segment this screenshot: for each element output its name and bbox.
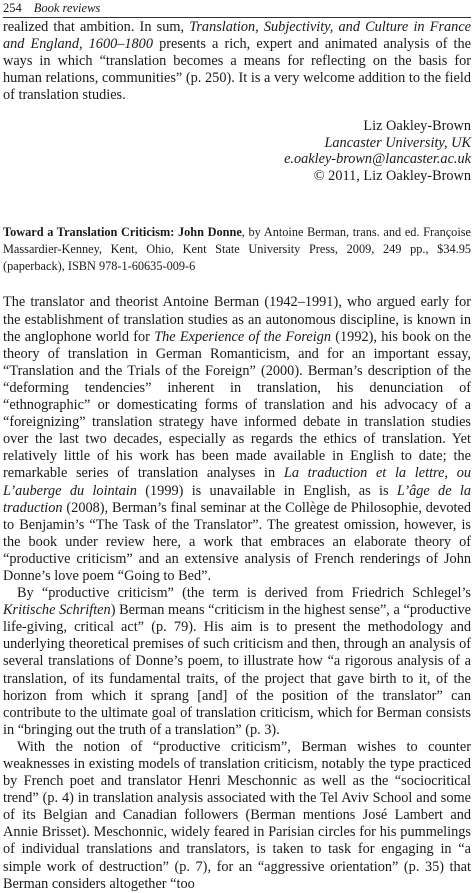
cited-title: La traduction et la lettre, ou L’auberge du lointain: [3, 465, 471, 499]
review-book-details: , by Antoine Berman, trans. and ed. Françoise Massardier-Kenney, Kent, Ohio, Kent State University Press, 2009, 249 pp., $34.95 (paperback), ISBN 978-1-60635-009-6: [3, 225, 471, 273]
page-number: 254: [3, 1, 22, 15]
review-paragraph-3: With the notion of “productive criticism”, Berman wishes to counter weaknesses in existing models of translation criticism, notably the type practiced by French poet and translator Henri Meschonnic as well as the “sociocritical trend” (p. 4) in translation analysis associated with the Tel Aviv School and some of its Belgian and Canadian followers (Berman mentions José Lambert and Annie Brisset). Meschonnic, widely feared in Parisian circles for his pummelings of individual translations and translators, is taken to task for engaging in “a simple work of destruction” (p. 7), for an “aggressive orientation” (p. 35) that Berman considers altogether “too: [3, 738, 471, 892]
cited-title: The Experience of the Foreign: [154, 328, 332, 345]
reviewer-affiliation: Lancaster University, UK: [324, 134, 471, 151]
review-paragraph-1: [3, 294, 471, 585]
header-rule: [3, 17, 471, 18]
review-heading: [3, 224, 471, 274]
previous-review-closing-paragraph: [3, 19, 471, 104]
cited-title: Kritische Schriften: [3, 602, 111, 619]
paragraph-text: ) Berman means “criticism in the highest sense”, a “productive life-giving, critical act” (p. 79). His aim is to present the methodology and underlying theoretical premises of such criticism and then, through an analysis of several translations of Donne’s poem, to illustrate how “a rigorous analysis of a translation, of its fundamental traits, of the project that gave birth to it, of the horizon from which it sprang [and] of the position of the translator” can contribute to the ultimate goal of translation criticism, which for Berman consists in “bringing out the truth of a translation” (p. 3).: [3, 602, 471, 738]
paragraph-text: By “productive criticism” (the term is derived from Friedrich Schlegel’s: [17, 585, 471, 602]
running-head: [3, 0, 471, 16]
review-book-title: Toward a Translation Criticism: John Donne: [3, 225, 242, 240]
previous-review-book-title: Translation, Subjectivity, and Culture in France and England, 1600–1800: [3, 19, 472, 53]
paragraph-text: The translator and theorist Antoine Berman (1942–1991), who argued early for the establishment of translation studies as an autonomous discipline, is known in the anglophone world for: [3, 294, 471, 345]
reviewer-signature: [3, 118, 471, 184]
paragraph-text: (2008), Berman’s final seminar at the Collège de Philosophie, devoted to Benjamin’s “The Task of the Translator”. The greatest omission, however, is the book under review here, a work that embraces an elaborate theory of “productive criticism” and an extensive analysis of French renderings of John Donne’s love poem “Going to Bed”.: [3, 499, 471, 584]
cited-title: L’âge de la traduction: [3, 482, 471, 516]
reviewer-copyright: © 2011, Liz Oakley-Brown: [313, 167, 471, 184]
reviewer-name: Liz Oakley-Brown: [363, 118, 471, 135]
running-head-section: Book reviews: [33, 1, 101, 15]
previous-review-text-rest: presents a rich, expert and animated analysis of the ways in which “translation becomes a means for reflecting on the basis for human relations, communities” (p. 250). It is a very welcome addition to the field of translation studies.: [3, 36, 471, 104]
paragraph-text: (1992), his book on the theory of translation in German Romanticism, and for an important essay, “Translation and the Trials of the Foreign” (2000). Berman’s description of the “deforming tendencies” inherent in translation, his denunciation of “ethnographic” or domesticating forms of translation and his advocacy of a “foreignizing” translation strategy have informed debate in translation studies over the last two decades, especially as regards the ethics of translation. Yet relatively little of his work has been made available in English to date; the remarkable series of translation analyses in: [3, 328, 471, 482]
paragraph-text: (1999) is unavailable in English, as is: [136, 482, 397, 499]
previous-review-text: realized that ambition. In sum,: [3, 19, 190, 35]
review-paragraph-2: [3, 585, 471, 739]
reviewer-email: e.oakley-brown@lancaster.ac.uk: [284, 151, 471, 168]
